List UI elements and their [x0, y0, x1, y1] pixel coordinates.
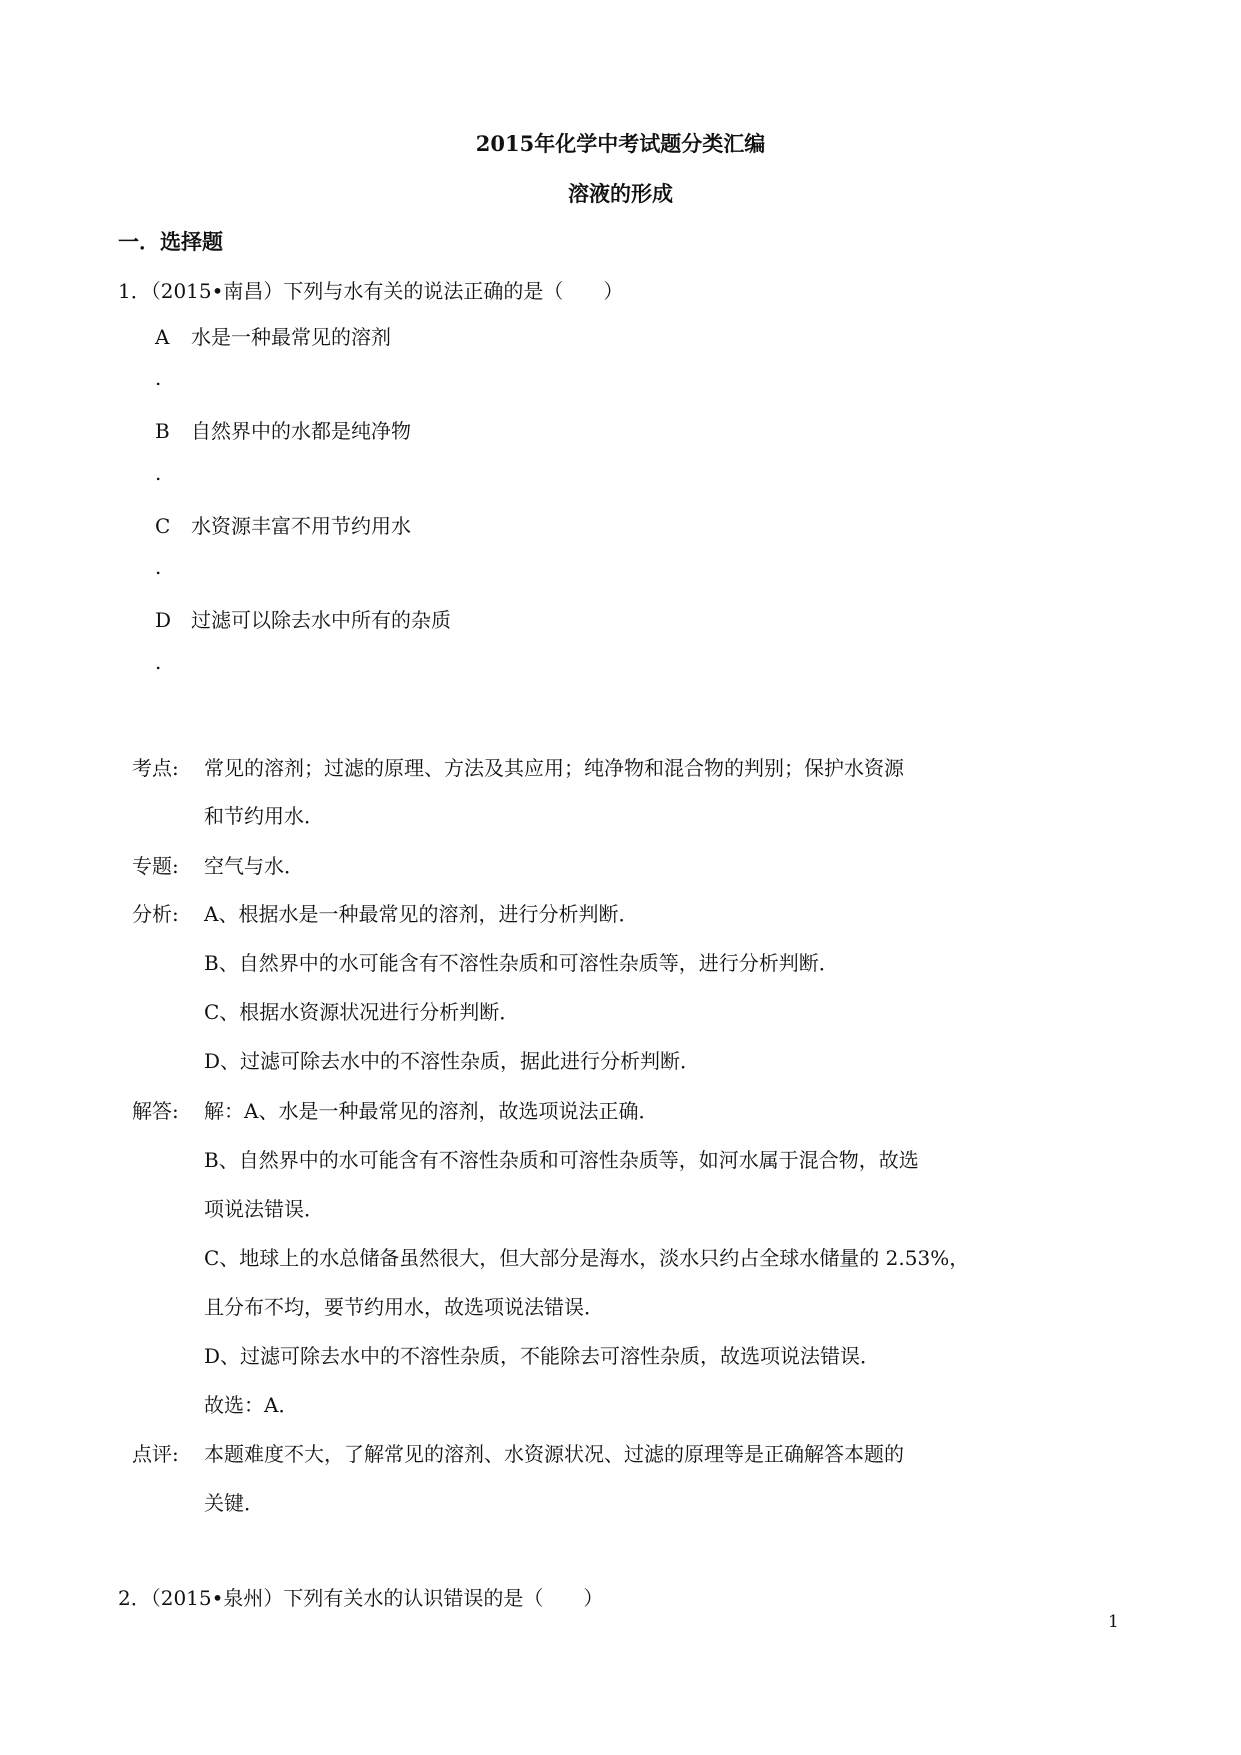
jieda-label: 解答: [132, 1099, 179, 1123]
option-dot: . [155, 461, 162, 485]
option-text: 过滤可以除去水中所有的杂质 [191, 608, 451, 632]
question-1-option-a [155, 321, 391, 350]
fenxi-label: 分析: [132, 902, 179, 926]
question-1-stem: 1．（2015•南昌）下列与水有关的说法正确的是（ ） [118, 279, 624, 303]
kaodian-line: 和节约用水． [204, 804, 324, 828]
question-1-option-b [155, 415, 411, 444]
option-letter: C [155, 514, 171, 538]
option-dot: . [155, 366, 162, 390]
dianping-line: 关键． [204, 1491, 264, 1515]
document-subtitle: 溶液的形成 [568, 181, 673, 206]
fenxi-line: A、根据水是一种最常见的溶剂，进行分析判断． [204, 902, 639, 926]
fenxi-line: C、根据水资源状况进行分析判断． [204, 1000, 520, 1024]
page-number: 1 [1108, 1612, 1119, 1632]
option-dot: . [155, 650, 162, 674]
jieda-line: 项说法错误． [204, 1197, 324, 1221]
dianping-label: 点评: [132, 1442, 179, 1466]
kaodian-label: 考点: [132, 756, 179, 780]
jieda-line: B、自然界中的水可能含有不溶性杂质和可溶性杂质等，如河水属于混合物，故选 [204, 1148, 919, 1172]
option-letter: B [155, 419, 170, 443]
section-heading: 一．选择题 [118, 229, 223, 254]
jieda-line: C、地球上的水总储备虽然很大，但大部分是海水，淡水只约占全球水储量的 2.53%， [204, 1246, 970, 1270]
option-letter: A [155, 325, 170, 349]
fenxi-line: D、过滤可除去水中的不溶性杂质，据此进行分析判断． [204, 1049, 701, 1073]
option-letter: D [155, 608, 172, 632]
zhuanti-label: 专题: [132, 854, 179, 878]
jieda-line: D、过滤可除去水中的不溶性杂质，不能除去可溶性杂质，故选项说法错误． [204, 1344, 881, 1368]
question-1-option-c [155, 510, 411, 539]
fenxi-line: B、自然界中的水可能含有不溶性杂质和可溶性杂质等，进行分析判断． [204, 951, 839, 975]
question-2-stem: 2．（2015•泉州）下列有关水的认识错误的是（ ） [118, 1586, 604, 1610]
question-1-option-d [155, 604, 451, 633]
zhuanti-text: 空气与水． [204, 854, 304, 878]
jieda-line: 解：A、水是一种最常见的溶剂，故选项说法正确． [204, 1099, 659, 1123]
option-text: 水是一种最常见的溶剂 [191, 325, 391, 349]
kaodian-line: 常见的溶剂；过滤的原理、方法及其应用；纯净物和混合物的判别；保护水资源 [204, 756, 904, 780]
option-text: 自然界中的水都是纯净物 [191, 419, 411, 443]
document-title: 2015年化学中考试题分类汇编 [475, 131, 766, 156]
jieda-line: 故选：A． [204, 1393, 299, 1417]
option-text: 水资源丰富不用节约用水 [191, 514, 411, 538]
dianping-line: 本题难度不大，了解常见的溶剂、水资源状况、过滤的原理等是正确解答本题的 [204, 1442, 904, 1466]
option-dot: . [155, 555, 162, 579]
jieda-line: 且分布不均，要节约用水，故选项说法错误． [204, 1295, 604, 1319]
